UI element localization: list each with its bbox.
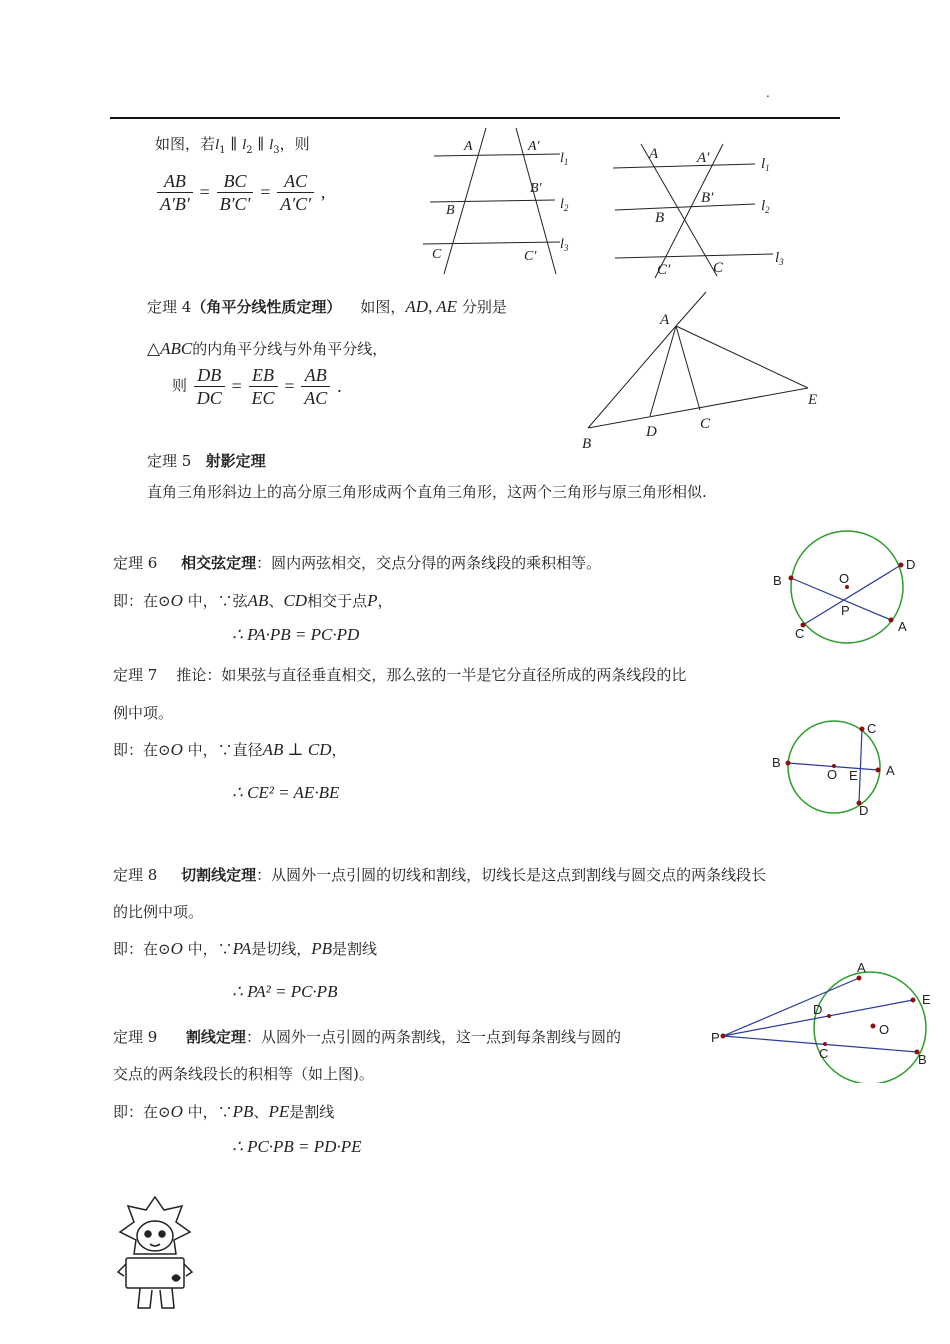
fig6-label-E: E bbox=[922, 992, 931, 1007]
header-dot: . bbox=[766, 86, 770, 100]
thm4-line1: 定理 4（角平分线性质定理） 如图，AD, AE 分别是 bbox=[147, 297, 507, 316]
fig5-label-O: O bbox=[827, 767, 838, 782]
fig4-label-A: A bbox=[898, 619, 907, 634]
fig2-label-C: C bbox=[713, 260, 724, 276]
fig2-label-A-prime: A′ bbox=[697, 150, 710, 166]
fig3-label-B: B bbox=[582, 436, 592, 452]
header-rule bbox=[110, 117, 840, 119]
fig5-label-E: E bbox=[849, 768, 858, 783]
figure-intersecting-chords bbox=[765, 525, 925, 645]
thm5-text: 直角三角形斜边上的高分原三角形成两个直角三角形，这两个三角形与原三角形相似. bbox=[147, 483, 707, 501]
figure-parallel-lines-2 bbox=[605, 140, 805, 285]
thm7-heading: 定理 7 推论：如果弦与直径垂直相交，那么弦的一半是它分直径所成的两条线段的比 bbox=[113, 666, 687, 684]
fig4-label-B: B bbox=[773, 573, 782, 588]
thm6-heading: 定理 6 相交弦定理：圆内两弦相交，交点分得的两条线段的乘积相等。 bbox=[113, 554, 602, 572]
fig1-label-A-prime: A′ bbox=[528, 139, 540, 154]
fig6-label-B: B bbox=[918, 1052, 927, 1067]
figure-parallel-lines-1 bbox=[420, 122, 590, 282]
fig1-label-l3: $l_3$ bbox=[560, 237, 569, 253]
fig4-label-O: O bbox=[839, 571, 850, 586]
thm9-formula: ∴ PC·PB = PD·PE bbox=[232, 1137, 362, 1156]
fig1-label-l1: $l_1$ bbox=[560, 151, 569, 167]
fig5-label-B: B bbox=[772, 755, 781, 770]
figure-angle-bisector bbox=[578, 288, 828, 453]
fig2-label-l2: $l_2$ bbox=[761, 198, 770, 215]
fig2-label-A: A bbox=[649, 146, 659, 162]
fig6-label-P: P bbox=[711, 1030, 720, 1045]
fig6-label-C: C bbox=[819, 1046, 829, 1061]
figure-tangent-secant bbox=[705, 958, 940, 1083]
thm8-heading: 定理 8 切割线定理：从圆外一点引圆的切线和割线，切线长是这点到割线与圆交点的两条线段长 bbox=[113, 866, 767, 884]
fig2-label-B-prime: B′ bbox=[701, 190, 714, 206]
thm8-text2: 的比例中项。 bbox=[113, 903, 204, 921]
fig2-label-C-prime: C′ bbox=[657, 262, 671, 278]
fig1-label-C-prime: C′ bbox=[524, 249, 537, 264]
fig1-label-l2: $l_2$ bbox=[560, 197, 569, 213]
thm7-given: 即：在⊙O 中，∵直径AB ⊥ CD， bbox=[113, 740, 347, 759]
fig1-label-B-prime: B′ bbox=[530, 181, 542, 196]
fig2-label-B: B bbox=[655, 210, 665, 226]
fig2-label-l1: $l_1$ bbox=[761, 156, 770, 173]
fig4-label-D: D bbox=[906, 557, 916, 572]
thm9-text2: 交点的两条线段长的积相等（如上图)。 bbox=[113, 1065, 374, 1083]
fig3-label-C: C bbox=[700, 416, 711, 432]
thm8-given: 即：在⊙O 中，∵PA是切线，PB是割线 bbox=[113, 939, 378, 958]
fig3-label-D: D bbox=[646, 424, 657, 440]
thm6-formula: ∴ PA·PB = PC·PD bbox=[232, 625, 360, 644]
thm3-intro: 如图，若$l_1$ ∥ $l_2$ ∥ $l_3$，则 bbox=[155, 135, 310, 156]
fig6-label-A: A bbox=[857, 960, 866, 975]
thm6-given: 即：在⊙O 中，∵弦AB、CD相交于点P， bbox=[113, 591, 393, 610]
fig5-label-A: A bbox=[886, 763, 895, 778]
fig2-label-l3: $l_3$ bbox=[775, 250, 784, 267]
fig4-label-P: P bbox=[841, 603, 850, 618]
thm7-formula: ∴ CE² = AE·BE bbox=[232, 783, 340, 802]
fig5-label-C: C bbox=[867, 721, 877, 736]
figure-perpendicular-chord bbox=[768, 715, 908, 820]
fig3-label-E: E bbox=[808, 392, 818, 408]
fig3-label-A: A bbox=[660, 312, 670, 328]
thm4-line2: △ABC的内角平分线与外角平分线， bbox=[147, 339, 388, 358]
thm3-formula: $\frac{AB}{A'B'}$ = $\frac{BC}{B'C'}$ = $\frac{AC}{A'C'}$ , bbox=[155, 170, 325, 215]
thm7-text2: 例中项。 bbox=[113, 704, 174, 722]
fig6-label-O: O bbox=[879, 1022, 890, 1037]
fig4-label-C: C bbox=[795, 626, 805, 641]
fig1-label-C: C bbox=[432, 247, 442, 262]
thm9-heading: 定理 9 割线定理：从圆外一点引圆的两条割线，这一点到每条割线与圆的 bbox=[113, 1028, 621, 1046]
fig5-label-D: D bbox=[859, 803, 869, 818]
thm8-formula: ∴ PA² = PC·PB bbox=[232, 982, 338, 1001]
fig1-label-A: A bbox=[464, 139, 473, 154]
fig1-label-B: B bbox=[446, 203, 455, 218]
thm4-formula: 则 $\frac{DB}{DC}$ = $\frac{EB}{EC}$ = $\frac{AB}{AC}$ . bbox=[172, 365, 342, 408]
thm9-given: 即：在⊙O 中，∵PB、PE是割线 bbox=[113, 1102, 335, 1121]
mascot-illustration bbox=[110, 1192, 200, 1317]
thm5-heading: 定理 5 射影定理 bbox=[147, 452, 266, 470]
fig6-label-D: D bbox=[813, 1002, 823, 1017]
